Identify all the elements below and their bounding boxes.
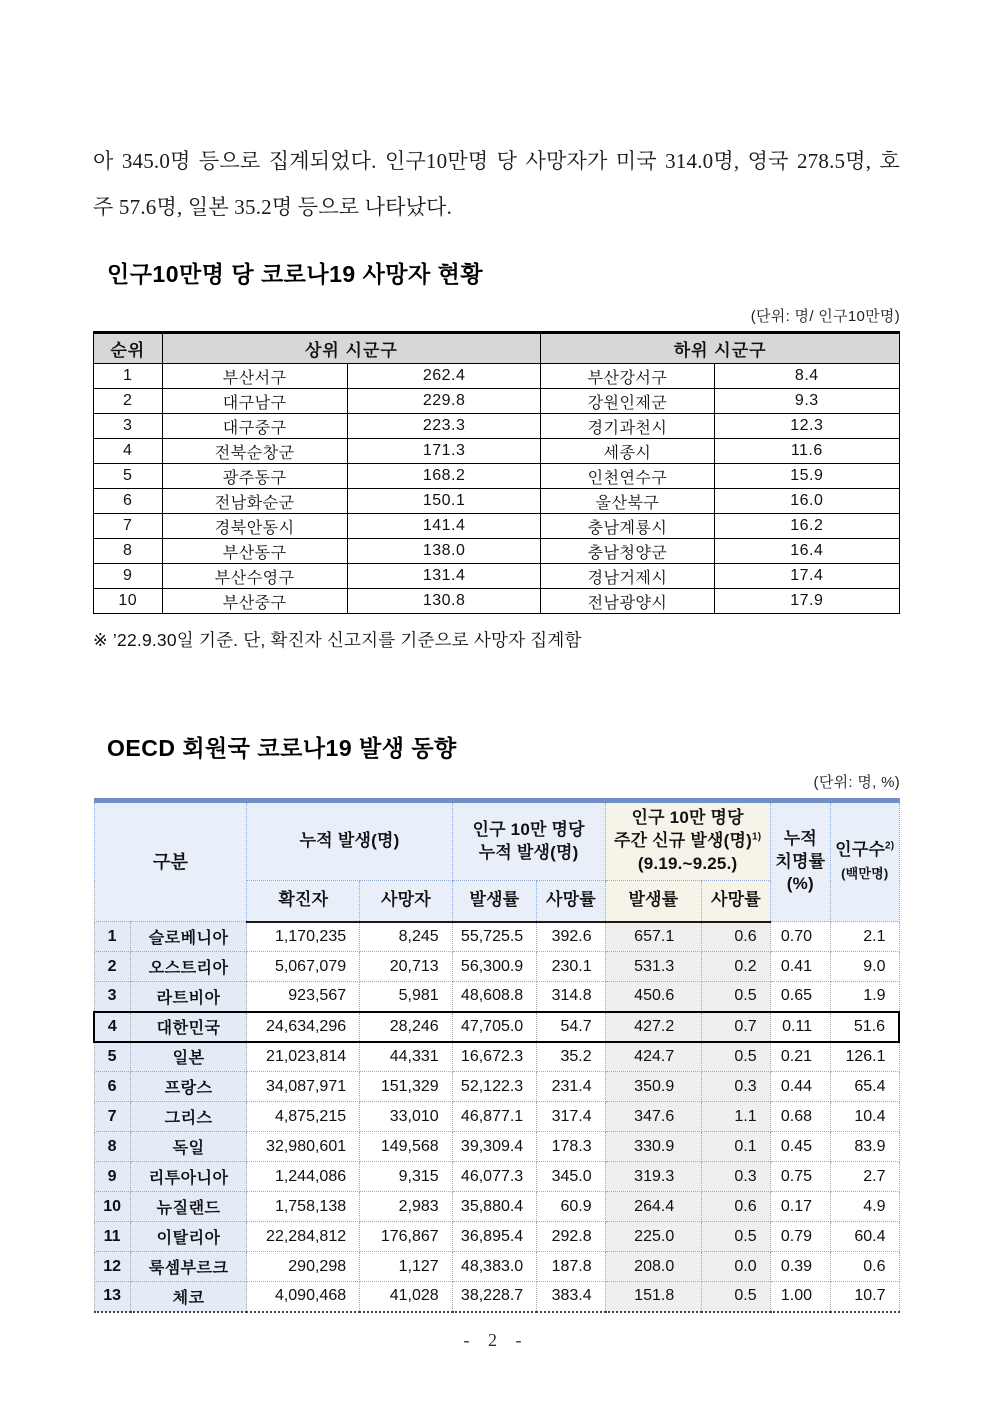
table-cell: 0.5 <box>702 1222 770 1252</box>
table-cell: 2 <box>94 389 163 414</box>
table-cell: 경북안동시 <box>162 514 347 539</box>
table-cell: 52,122.3 <box>452 1072 537 1102</box>
table-row <box>94 1072 899 1102</box>
table-cell: 10.7 <box>831 1282 899 1312</box>
table-row <box>94 439 900 464</box>
section2-unit-caption: (단위: 명, %) <box>813 774 900 791</box>
table-cell: 부산강서구 <box>541 364 714 389</box>
table-cell: 317.4 <box>537 1102 605 1132</box>
table-cell: 15.9 <box>714 464 899 489</box>
table-cell: 2.1 <box>831 922 899 952</box>
table-cell: 대한민국 <box>130 1012 247 1042</box>
table-cell: 35,880.4 <box>452 1192 537 1222</box>
table-cell: 오스트리아 <box>130 952 247 982</box>
weekly-line-2: 주간 신규 발생(명) <box>614 831 752 851</box>
table-cell: 314.8 <box>537 982 605 1012</box>
table-row <box>94 389 900 414</box>
oecd-covid-table <box>93 798 900 1313</box>
table-cell: 230.1 <box>537 952 605 982</box>
table-cell: 0.65 <box>770 982 830 1012</box>
table-cell: 0.6 <box>831 1252 899 1282</box>
header-fatality-rate <box>770 801 830 922</box>
table1-footnote: ※ ’22.9.30일 기준. 단, 확진자 신고지를 기준으로 사망자 집계함 <box>93 630 582 650</box>
table-cell: 12.3 <box>714 414 899 439</box>
table-cell: 130.8 <box>347 589 540 614</box>
table-cell: 독일 <box>130 1132 247 1162</box>
header-population <box>831 801 899 922</box>
table-cell: 424.7 <box>605 1042 702 1072</box>
table-cell: 231.4 <box>537 1072 605 1102</box>
header-cumulative-cases: 누적 발생(명) <box>247 801 452 881</box>
section2-title: OECD 회원국 코로나19 발생 동향 <box>107 735 457 761</box>
table-cell: 290,298 <box>247 1252 360 1282</box>
table-cell: 168.2 <box>347 464 540 489</box>
table-row <box>94 1222 899 1252</box>
table-cell: 8,245 <box>360 922 453 952</box>
table-cell: 4,875,215 <box>247 1102 360 1132</box>
table-cell: 프랑스 <box>130 1072 247 1102</box>
intro-line-2: 주 57.6명, 일본 35.2명 등으로 나타났다. <box>93 195 453 219</box>
table-cell: 슬로베니아 <box>130 922 247 952</box>
table-cell: 46,877.1 <box>452 1102 537 1132</box>
table-cell: 223.3 <box>347 414 540 439</box>
table-cell: 178.3 <box>537 1132 605 1162</box>
table-row <box>94 1192 899 1222</box>
intro-paragraph <box>93 138 900 230</box>
table-cell: 1,127 <box>360 1252 453 1282</box>
table-cell: 전남화순군 <box>162 489 347 514</box>
table-cell: 대구남구 <box>162 389 347 414</box>
table-cell: 0.3 <box>702 1162 770 1192</box>
table-cell: 리투아니아 <box>130 1162 247 1192</box>
table-cell: 56,300.9 <box>452 952 537 982</box>
table-cell: 11.6 <box>714 439 899 464</box>
table-cell: 141.4 <box>347 514 540 539</box>
table-cell: 345.0 <box>537 1162 605 1192</box>
table-cell: 0.70 <box>770 922 830 952</box>
table-cell: 319.3 <box>605 1162 702 1192</box>
table-cell: 151,329 <box>360 1072 453 1102</box>
table-cell: 0.21 <box>770 1042 830 1072</box>
table-cell: 292.8 <box>537 1222 605 1252</box>
table-cell: 6 <box>94 1072 130 1102</box>
table-cell: 34,087,971 <box>247 1072 360 1102</box>
table-cell: 33,010 <box>360 1102 453 1132</box>
oecd-table-body <box>94 922 899 1312</box>
table-cell: 8.4 <box>714 364 899 389</box>
table-cell: 60.4 <box>831 1222 899 1252</box>
table-cell: 1,758,138 <box>247 1192 360 1222</box>
table-cell: 5,981 <box>360 982 453 1012</box>
table-cell: 138.0 <box>347 539 540 564</box>
table-cell: 0.6 <box>702 1192 770 1222</box>
table-cell: 0.5 <box>702 1042 770 1072</box>
table-row <box>94 589 900 614</box>
table-cell: 부산수영구 <box>162 564 347 589</box>
table-cell: 150.1 <box>347 489 540 514</box>
table-cell: 부산중구 <box>162 589 347 614</box>
table-cell: 12 <box>94 1252 130 1282</box>
table-cell: 0.75 <box>770 1162 830 1192</box>
table-cell: 1 <box>94 364 163 389</box>
table-row <box>94 1012 899 1042</box>
header-rank: 순위 <box>94 333 163 364</box>
table-cell: 5,067,079 <box>247 952 360 982</box>
table-cell: 0.17 <box>770 1192 830 1222</box>
table-cell: 262.4 <box>347 364 540 389</box>
table-cell: 9.0 <box>831 952 899 982</box>
table-cell: 17.4 <box>714 564 899 589</box>
table-cell: 44,331 <box>360 1042 453 1072</box>
table-cell: 9 <box>94 564 163 589</box>
table-cell: 전북순창군 <box>162 439 347 464</box>
table-cell: 1,170,235 <box>247 922 360 952</box>
table-cell: 0.45 <box>770 1132 830 1162</box>
per100k-line-2: 누적 발생(명) <box>478 842 579 862</box>
table-row <box>94 922 899 952</box>
table-cell: 5 <box>94 464 163 489</box>
population-footnote-marker: 2) <box>885 840 895 852</box>
table-cell: 0.5 <box>702 1282 770 1312</box>
table-cell: 54.7 <box>537 1012 605 1042</box>
table-cell: 뉴질랜드 <box>130 1192 247 1222</box>
table-cell: 0.5 <box>702 982 770 1012</box>
table-cell: 룩셈부르크 <box>130 1252 247 1282</box>
table-cell: 9,315 <box>360 1162 453 1192</box>
subheader-weekly-incidence-rate: 발생률 <box>605 881 702 922</box>
table-cell: 3 <box>94 414 163 439</box>
table-cell: 83.9 <box>831 1132 899 1162</box>
table-cell: 39,309.4 <box>452 1132 537 1162</box>
table-cell: 4 <box>94 1012 130 1042</box>
table-cell: 4.9 <box>831 1192 899 1222</box>
table-cell: 4,090,468 <box>247 1282 360 1312</box>
table-cell: 923,567 <box>247 982 360 1012</box>
table-cell: 10 <box>94 589 163 614</box>
table-cell: 1.00 <box>770 1282 830 1312</box>
table-cell: 51.6 <box>831 1012 899 1042</box>
table-cell: 450.6 <box>605 982 702 1012</box>
table-cell: 전남광양시 <box>541 589 714 614</box>
table-cell: 부산서구 <box>162 364 347 389</box>
subheader-incidence-rate: 발생률 <box>452 881 537 922</box>
table-cell: 0.79 <box>770 1222 830 1252</box>
table-cell: 531.3 <box>605 952 702 982</box>
table-cell: 세종시 <box>541 439 714 464</box>
table-cell: 131.4 <box>347 564 540 589</box>
table-row <box>94 1252 899 1282</box>
table-cell: 1.1 <box>702 1102 770 1132</box>
table-cell: 24,634,296 <box>247 1012 360 1042</box>
table-cell: 229.8 <box>347 389 540 414</box>
table-cell: 392.6 <box>537 922 605 952</box>
table-cell: 0.3 <box>702 1072 770 1102</box>
table-cell: 38,228.7 <box>452 1282 537 1312</box>
page-number: - 2 - <box>463 1330 529 1350</box>
table-cell: 171.3 <box>347 439 540 464</box>
table-cell: 383.4 <box>537 1282 605 1312</box>
table-cell: 46,077.3 <box>452 1162 537 1192</box>
table-row <box>94 1162 899 1192</box>
table-cell: 28,246 <box>360 1012 453 1042</box>
table-row <box>94 414 900 439</box>
weekly-period: (9.19.~9.25.) <box>637 853 738 873</box>
table-cell: 인천연수구 <box>541 464 714 489</box>
table-row <box>94 982 899 1012</box>
table-cell: 7 <box>94 1102 130 1132</box>
table-cell: 17.9 <box>714 589 899 614</box>
table-row <box>94 464 900 489</box>
table-cell: 3 <box>94 982 130 1012</box>
table-cell: 1,244,086 <box>247 1162 360 1192</box>
subheader-confirmed: 확진자 <box>247 881 360 922</box>
table-row <box>94 1102 899 1132</box>
table-cell: 151.8 <box>605 1282 702 1312</box>
table-row <box>94 952 899 982</box>
deaths-per-100k-table <box>93 331 900 614</box>
table-cell: 0.2 <box>702 952 770 982</box>
table-cell: 330.9 <box>605 1132 702 1162</box>
table-cell: 9.3 <box>714 389 899 414</box>
table-cell: 0.41 <box>770 952 830 982</box>
table-row <box>94 539 900 564</box>
table-cell: 65.4 <box>831 1072 899 1102</box>
deaths-table-body <box>94 364 900 614</box>
table-cell: 라트비아 <box>130 982 247 1012</box>
section1-unit-caption: (단위: 명/ 인구10만명) <box>750 308 900 325</box>
table-cell: 8 <box>94 1132 130 1162</box>
table-cell: 9 <box>94 1162 130 1192</box>
header-per-100k-cumulative <box>452 801 605 881</box>
table-cell: 2 <box>94 952 130 982</box>
table-cell: 32,980,601 <box>247 1132 360 1162</box>
table-cell: 4 <box>94 439 163 464</box>
table-cell: 16.2 <box>714 514 899 539</box>
table-cell: 35.2 <box>537 1042 605 1072</box>
table-cell: 0.68 <box>770 1102 830 1132</box>
table-cell: 2,983 <box>360 1192 453 1222</box>
per100k-line-1: 인구 10만 명당 <box>472 819 585 839</box>
table-cell: 울산북구 <box>541 489 714 514</box>
header-category: 구분 <box>94 801 247 922</box>
table-cell: 부산동구 <box>162 539 347 564</box>
section1-title: 인구10만명 당 코로나19 사망자 현황 <box>107 261 484 287</box>
table-cell: 48,383.0 <box>452 1252 537 1282</box>
table-cell: 126.1 <box>831 1042 899 1072</box>
table-row <box>94 1282 899 1312</box>
table-cell: 208.0 <box>605 1252 702 1282</box>
table-cell: 11 <box>94 1222 130 1252</box>
fatality-line-2: 치명률 <box>775 851 826 871</box>
table-cell: 0.39 <box>770 1252 830 1282</box>
table-cell: 1.9 <box>831 982 899 1012</box>
oecd-header-row-1 <box>94 801 899 881</box>
table-row <box>94 364 900 389</box>
table-cell: 1 <box>94 922 130 952</box>
table-cell: 22,284,812 <box>247 1222 360 1252</box>
table-cell: 경남거제시 <box>541 564 714 589</box>
table-cell: 10.4 <box>831 1102 899 1132</box>
table-row <box>94 514 900 539</box>
table-cell: 체코 <box>130 1282 247 1312</box>
table-cell: 657.1 <box>605 922 702 952</box>
table-cell: 47,705.0 <box>452 1012 537 1042</box>
table-cell: 8 <box>94 539 163 564</box>
table-cell: 7 <box>94 514 163 539</box>
table-cell: 0.7 <box>702 1012 770 1042</box>
table-cell: 0.0 <box>702 1252 770 1282</box>
header-bottom-districts: 하위 시군구 <box>541 333 900 364</box>
table-cell: 55,725.5 <box>452 922 537 952</box>
table-cell: 16.0 <box>714 489 899 514</box>
table-cell: 경기과천시 <box>541 414 714 439</box>
table-cell: 347.6 <box>605 1102 702 1132</box>
table-cell: 5 <box>94 1042 130 1072</box>
table-cell: 일본 <box>130 1042 247 1072</box>
table-cell: 36,895.4 <box>452 1222 537 1252</box>
table-cell: 225.0 <box>605 1222 702 1252</box>
table-cell: 264.4 <box>605 1192 702 1222</box>
table-cell: 강원인제군 <box>541 389 714 414</box>
table-cell: 0.44 <box>770 1072 830 1102</box>
population-unit: (백만명) <box>841 866 889 881</box>
table-cell: 2.7 <box>831 1162 899 1192</box>
table-cell: 60.9 <box>537 1192 605 1222</box>
table-row <box>94 564 900 589</box>
table-cell: 41,028 <box>360 1282 453 1312</box>
table-cell: 20,713 <box>360 952 453 982</box>
population-label: 인구수 <box>835 840 886 860</box>
table-cell: 6 <box>94 489 163 514</box>
fatality-line-3: (%) <box>786 874 814 894</box>
table-cell: 0.1 <box>702 1132 770 1162</box>
subheader-weekly-death-rate: 사망률 <box>702 881 770 922</box>
deaths-table-header-row <box>94 333 900 364</box>
table-cell: 그리스 <box>130 1102 247 1132</box>
table-cell: 149,568 <box>360 1132 453 1162</box>
table-cell: 광주동구 <box>162 464 347 489</box>
table-cell: 427.2 <box>605 1012 702 1042</box>
table-row <box>94 489 900 514</box>
subheader-death-rate: 사망률 <box>537 881 605 922</box>
table-cell: 16,672.3 <box>452 1042 537 1072</box>
table-row <box>94 1132 899 1162</box>
header-per-100k-weekly <box>605 801 770 881</box>
table-cell: 187.8 <box>537 1252 605 1282</box>
table-cell: 48,608.8 <box>452 982 537 1012</box>
subheader-deaths: 사망자 <box>360 881 453 922</box>
table-cell: 대구중구 <box>162 414 347 439</box>
intro-line-1: 아 345.0명 등으로 집계되었다. 인구10만명 당 사망자가 미국 314.0명, 영국 278.5명, 호 <box>93 149 900 173</box>
table-cell: 0.11 <box>770 1012 830 1042</box>
table-cell: 10 <box>94 1192 130 1222</box>
fatality-line-1: 누적 <box>783 828 817 848</box>
header-top-districts: 상위 시군구 <box>162 333 541 364</box>
weekly-footnote-marker: 1) <box>751 831 762 843</box>
table-cell: 350.9 <box>605 1072 702 1102</box>
table-cell: 21,023,814 <box>247 1042 360 1072</box>
weekly-line-1: 인구 10만 명당 <box>631 808 744 828</box>
table-cell: 16.4 <box>714 539 899 564</box>
table-cell: 13 <box>94 1282 130 1312</box>
table-cell: 176,867 <box>360 1222 453 1252</box>
table-cell: 충남계룡시 <box>541 514 714 539</box>
table-cell: 이탈리아 <box>130 1222 247 1252</box>
table-cell: 0.6 <box>702 922 770 952</box>
table-cell: 충남청양군 <box>541 539 714 564</box>
table-row <box>94 1042 899 1072</box>
